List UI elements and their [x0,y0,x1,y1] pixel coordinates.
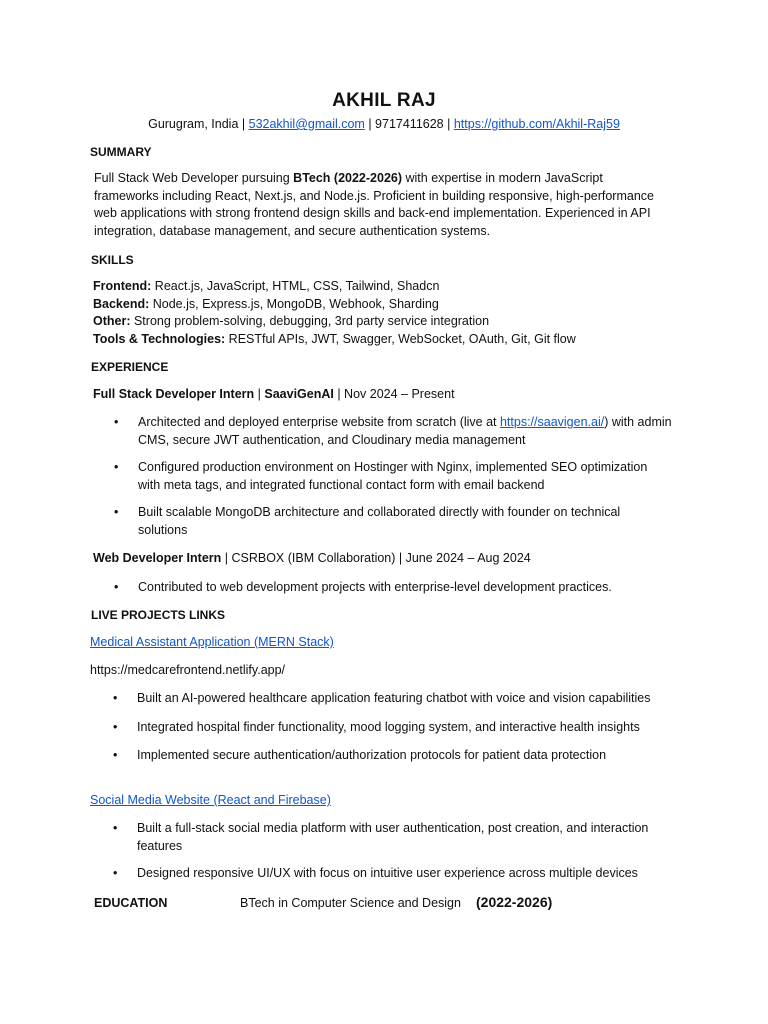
job1-title: Full Stack Developer Intern [93,387,255,401]
job2-header [93,551,531,565]
skill-label: Other: [93,314,131,328]
bullet-icon: • [114,505,119,519]
email-link[interactable]: 532akhil@gmail.com [248,117,365,131]
project1-bullets [91,690,681,765]
job2-title: Web Developer Intern [93,551,222,565]
candidate-name: AKHIL RAJ [332,90,436,111]
bullet-icon: • [113,866,118,880]
bullet-text: Designed responsive UI/UX with focus on intuitive user experience across multiple devices [137,866,638,880]
separator: | [254,387,265,401]
phone: 9717411628 [375,117,444,131]
project2-title-link[interactable]: Social Media Website (React and Firebase) [90,793,331,807]
list-item [91,719,681,737]
skill-value: Strong problem-solving, debugging, 3rd party service integration [130,314,490,328]
bullet-text: Architected and deployed enterprise website from scratch (live at [138,415,500,429]
location: Gurugram, India [148,117,239,131]
summary-degree: BTech (2022-2026) [293,171,403,185]
list-item [91,747,681,765]
bullet-icon: • [114,415,119,429]
project1-title-link[interactable]: Medical Assistant Application (MERN Stack) [90,635,334,649]
experience-heading: EXPERIENCE [91,360,169,374]
list-item [91,865,651,883]
bullet-text: Configured production environment on Hostinger with Nginx, implemented SEO optimization with meta tags, and integrated functional contact form with email backend [138,460,648,492]
skill-row-backend [93,296,693,314]
bullet-text: Implemented secure authentication/authorization protocols for patient data protection [137,748,607,762]
education-years: (2022-2026) [476,894,553,910]
project1-url: https://medcarefrontend.netlify.app/ [90,663,286,677]
list-item [91,690,681,708]
bullet-icon: • [113,719,118,734]
list-item [92,504,672,539]
education-degree: BTech in Computer Science and Design [240,896,461,910]
skills-heading: SKILLS [91,253,134,267]
separator: | [238,117,249,131]
skill-row-other [93,313,693,331]
bullet-text: Built scalable MongoDB architecture and collaborated directly with founder on technical solutions [138,505,621,537]
summary-text [94,170,654,240]
bullet-icon: • [113,691,118,705]
job2-bullets [92,579,692,597]
skill-label: Frontend: [93,279,152,293]
education-heading: EDUCATION [94,896,168,910]
list-item [92,414,672,449]
saavigen-link[interactable]: https://saavigen.ai/ [499,415,605,429]
bullet-icon: • [114,460,119,474]
separator: | [443,117,454,131]
skill-value: React.js, JavaScript, HTML, CSS, Tailwind, Shadcn [151,279,440,293]
skills-list [93,278,693,348]
job1-company: SaaviGenAI [264,387,334,401]
skill-value: RESTful APIs, JWT, Swagger, WebSocket, OAuth, Git, Git flow [225,331,576,346]
bullet-icon: • [114,580,119,594]
list-item [92,459,672,494]
job1-dates: | Nov 2024 – Present [333,387,455,401]
skill-label: Tools & Technologies: [93,331,226,346]
bullet-text: Built an AI-powered healthcare application featuring chatbot with voice and vision capabilities [137,691,651,705]
skill-label: Backend: [93,296,150,311]
summary-heading: SUMMARY [90,145,152,159]
bullet-text: ) with admin CMS, secure JWT authentication, and Cloudinary media management [138,415,672,447]
skill-row-frontend [93,278,693,296]
contact-line [0,117,768,131]
list-item [91,820,651,855]
bullet-icon: • [113,821,118,835]
skill-row-tools [93,331,693,349]
summary-post: with expertise in modern JavaScript frameworks including React, Next.js, and Node.js. Proficient in building responsive, high-performance web applications with strong frontend design skills and back-end implementation. Experienced in API integration, database management, and secure authentication systems. [94,171,654,238]
github-link[interactable]: https://github.com/Akhil-Raj59 [453,117,620,131]
bullet-text: Contributed to web development projects with enterprise-level development practices. [138,580,612,594]
project2-bullets [91,820,651,883]
job1-bullets [92,414,672,539]
bullet-text: Built a full-stack social media platform with user authentication, post creation, and interaction features [137,821,649,853]
bullet-text: Integrated hospital finder functionality, mood logging system, and interactive health insights [137,719,640,734]
summary-pre: Full Stack Web Developer pursuing [94,171,294,185]
separator: | [364,117,376,131]
projects-heading: LIVE PROJECTS LINKS [91,608,226,622]
job1-header [93,387,455,401]
list-item [92,579,692,597]
skill-value: Node.js, Express.js, MongoDB, Webhook, Sharding [149,296,439,311]
bullet-icon: • [113,748,118,762]
job2-details: | CSRBOX (IBM Collaboration) | June 2024 – Aug 2024 [221,551,531,565]
